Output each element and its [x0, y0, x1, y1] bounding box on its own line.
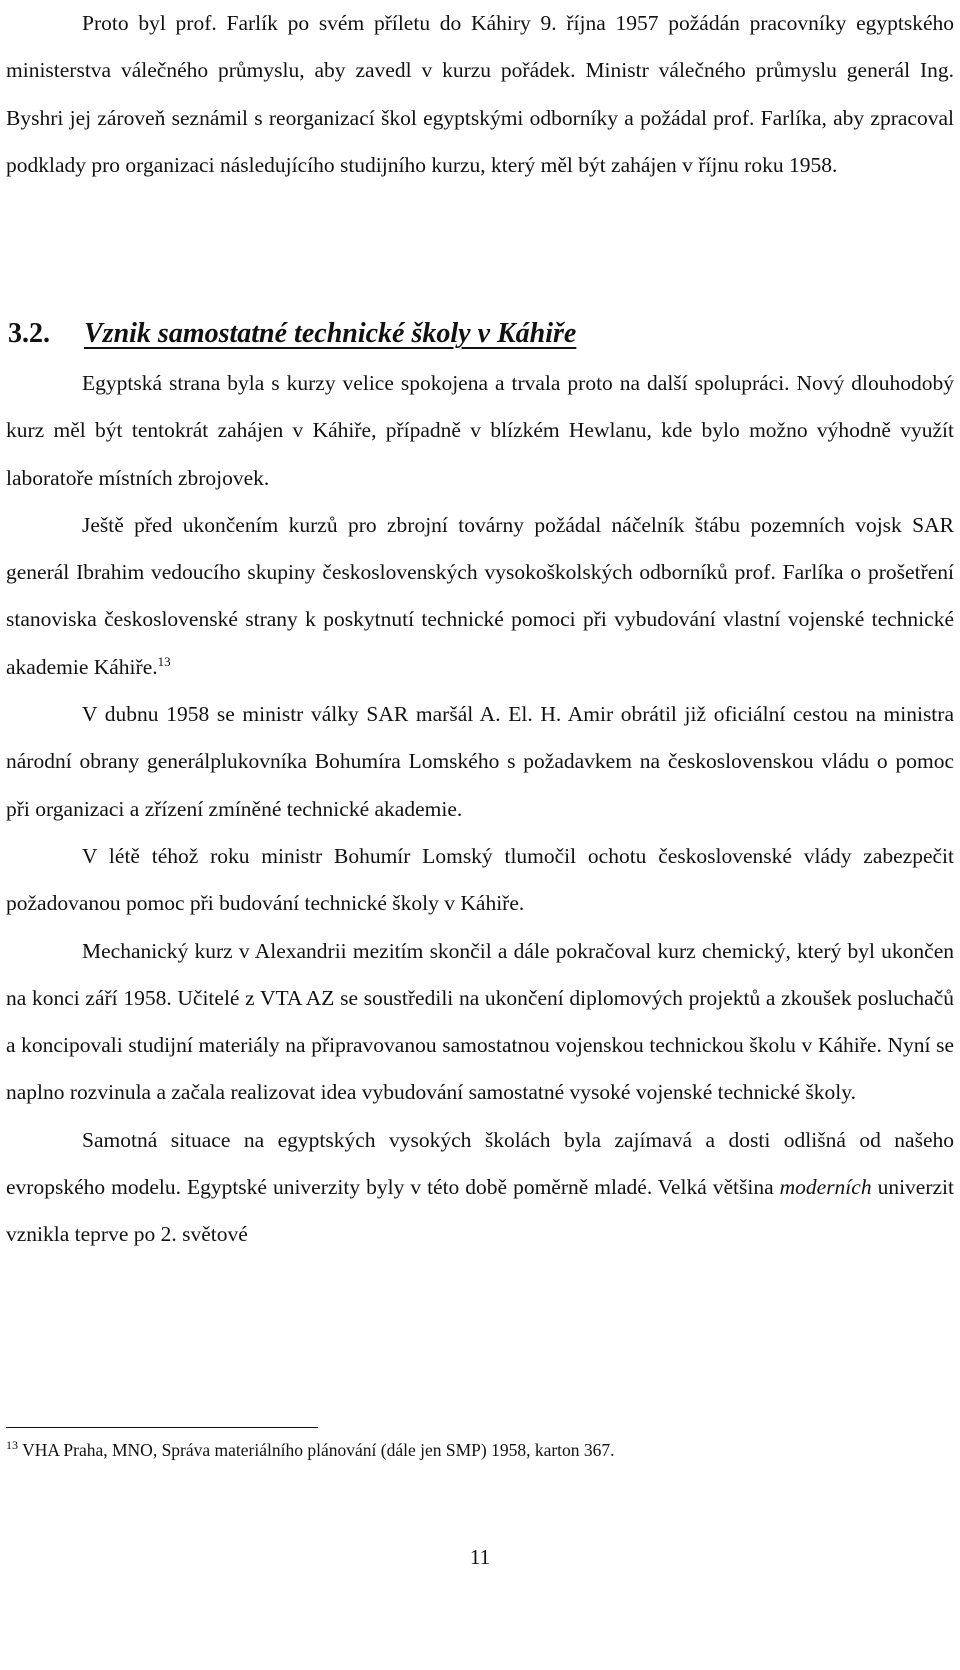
section-number: 3.2.: [8, 318, 50, 349]
paragraph-7-emphasis: moderních: [779, 1175, 872, 1200]
paragraph-2: Egyptská strana byla s kurzy velice spokojena a trvala proto na další spolupráci. Nový dlouhodobý kurz měl být tentokrát zahájen v Káhiře, případně v blízkém Hewlanu, kde bylo možno výhodně využít laboratoře místních zbrojovek.: [6, 371, 954, 490]
footnote-reference[interactable]: 13: [157, 653, 171, 669]
paragraph-7: [6, 1117, 954, 1259]
footnote-text: VHA Praha, MNO, Správa materiálního plánování (dále jen SMP) 1958, karton 367.: [22, 1440, 615, 1460]
paragraph-1: Proto byl prof. Farlík po svém příletu do Káhiry 9. října 1957 požádán pracovníky egyptského ministerstva válečného průmyslu, aby zavedl v kurzu pořádek. Ministr válečného průmyslu generál Ing. Byshri jej zároveň seznámil s reorganizací škol egyptskými odborníky a požádal prof. Farlíka, aby zpracoval podklady pro organizaci následujícího studijního kurzu, který měl být zahájen v říjnu roku 1958.: [6, 11, 954, 177]
paragraph-7-text-a: Samotná situace na egyptských vysokých školách byla zajímavá a dosti odlišná od našeho evropského modelu. Egyptské univerzity byly v této době poměrně mladé. Velká většina: [6, 1127, 954, 1200]
section-heading: [8, 314, 576, 354]
page-number: 11: [469, 1545, 491, 1569]
footnote-separator: [6, 1427, 318, 1428]
body-text-main: [6, 360, 954, 1259]
paragraph-6: Mechanický kurz v Alexandrii mezitím skončil a dále pokračoval kurz chemický, který byl ukončen na konci září 1958. Učitelé z VTA AZ se soustředili na ukončení diplomových projektů a zkoušek posluchačů a koncipovali studijní materiály na připravovanou samostatnou vojenskou technickou školu v Káhiře. Nyní se naplno rozvinula a začala realizovat idea vybudování samostatné vysoké vojenské technické školy.: [6, 938, 954, 1105]
paragraph-5: V létě téhož roku ministr Bohumír Lomský tlumočil ochotu československé vlády zabezpečit požadovanou pomoc při budování technické školy v Káhiře.: [6, 843, 954, 916]
paragraph-4: V dubnu 1958 se ministr války SAR maršál A. El. H. Amir obrátil již oficiální cestou na ministra národní obrany generálplukovníka Bohumíra Lomského s požadavkem na československou vládu o pomoc při organizaci a zřízení zmíněné technické akademie.: [6, 702, 954, 821]
section-title: Vznik samostatné technické školy v Káhiře: [84, 318, 577, 349]
footnote: [6, 1437, 615, 1463]
body-text-top: [6, 0, 954, 189]
paragraph-3-text: Ještě před ukončením kurzů pro zbrojní továrny požádal náčelník štábu pozemních vojsk SAR generál Ibrahim vedoucího skupiny československých vysokoškolských odborníků prof. Farlíka o prošetření stanoviska československé strany k poskytnutí technické pomoci při vybudování vlastní vojenské technické akademie Káhiře.: [6, 512, 954, 679]
paragraph-3: [6, 502, 954, 691]
paragraph-7-text-b: univerzit vznikla teprve po 2. světové: [6, 1175, 954, 1247]
footnote-marker: 13: [6, 1438, 18, 1453]
